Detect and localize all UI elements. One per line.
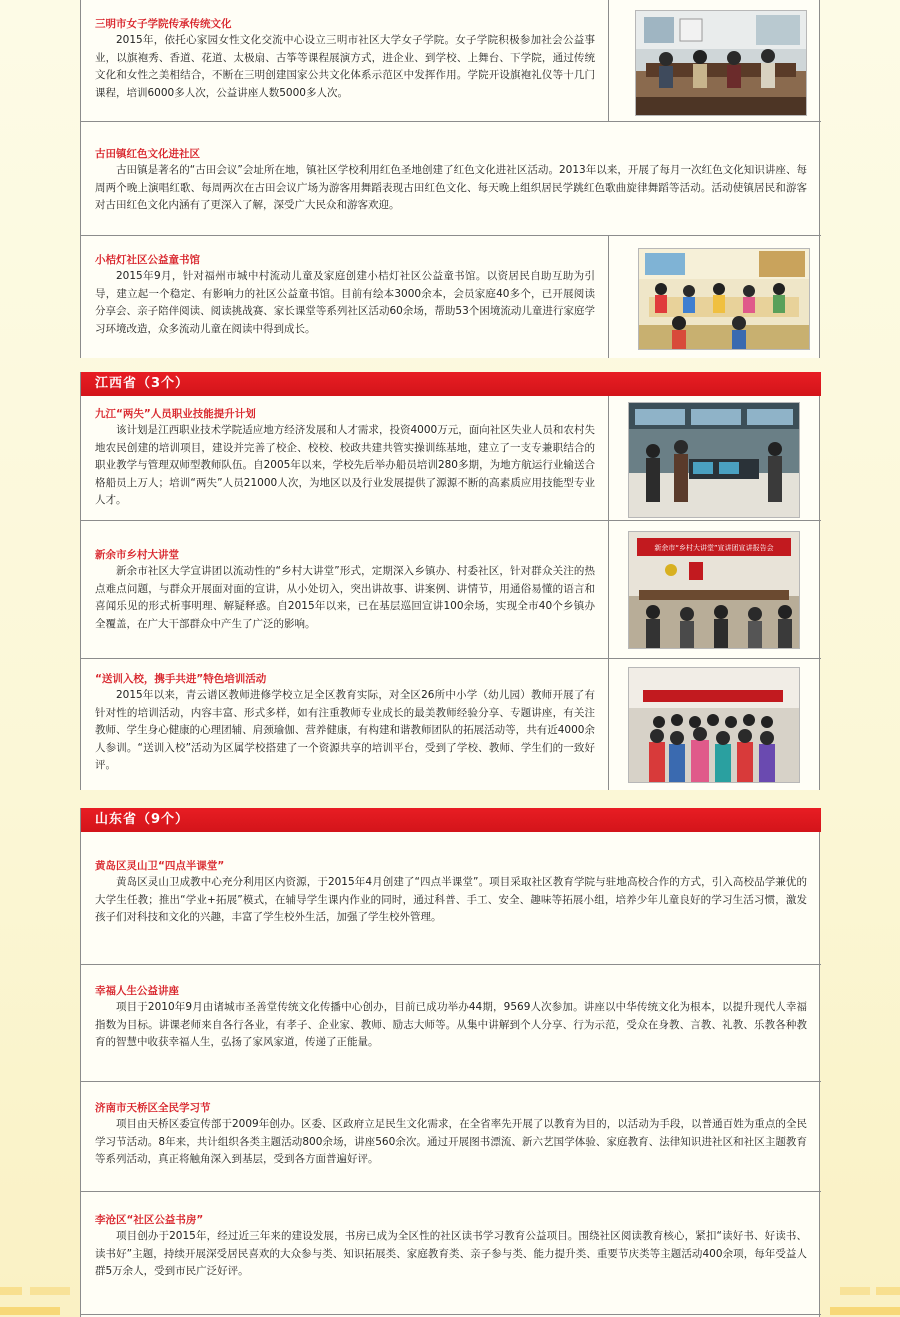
card-xinyu xyxy=(81,521,821,659)
banner-label: 江西省（3个） xyxy=(95,376,190,391)
panel-shandong xyxy=(80,808,820,1317)
card-sanming xyxy=(81,0,821,122)
province-banner-shandong xyxy=(81,808,821,832)
item-description: 项目由天桥区委宣传部于2009年创办。区委、区政府立足民生文化需求，在全省率先开展了以教育为目的，以活动为手段，以普通百姓为重点的全民学习节活动。8年来，共计组织各类主题活动800余场，讲座560余次。通过开展图书漂流、新六艺国学体验、家庭教育、法律知识进社区和社区主题教育等系列活动，真正将触角深入到基层，受到各方面普遍好评。 xyxy=(95,1118,807,1166)
item-description: 黄岛区灵山卫成教中心充分利用区内资源，于2015年4月创建了“四点半课堂”。项目采取社区教育学院与驻地高校合作的方式，引入高校品学兼优的大学生任教；推出“学业+拓展”模式，在辅导学生课内作业的同时，通过科普、手工、安全、趣味等拓展小组，培养少年儿童良好的学习生活习惯，激发孩子们对科技和文化的兴趣，丰富了学生校外生活，加强了学生校外管理。 xyxy=(95,876,807,924)
item-title: 幸福人生公益讲座 xyxy=(95,985,179,997)
card-xingfu xyxy=(81,965,821,1082)
item-title: 九江“两失”人员职业技能提升计划 xyxy=(95,408,256,420)
lecture-hall-photo xyxy=(628,531,800,649)
item-title: 济南市天桥区全民学习节 xyxy=(95,1102,211,1114)
training-group-photo xyxy=(628,667,800,783)
banner-text: 新余市“乡村大讲堂”宣讲团宣讲报告会 xyxy=(654,544,774,552)
panel-jiangxi xyxy=(80,372,820,790)
item-description: 项目于2010年9月由诸城市圣善堂传统文化传播中心创办，目前已成功举办44期，9569人次参加。讲座以中华传统文化为根本，以提升现代人幸福指数为目标。讲课老师来自各行各业，有孝子、企业家、教师、励志大师等。从集中讲解到个人分享、行为示范，受众在身教、言教、礼教、乐教各种教育的智慧中收获幸福人生，弘扬了家风家道，传递了正能量。 xyxy=(95,1001,807,1049)
item-description: 2015年以来，青云谱区教师进修学校立足全区教育实际，对全区26所中小学（幼儿园）教师开展了有针对性的培训活动，内容丰富、形式多样，如有注重教师专业成长的最美教师经验分享、专题讲座，有关注教师、学生身心健康的心理团辅、肩颈瑜伽、营养健康，有构建和谐教师团队的拓展活动等，共有近4000余人参训。“送训入校”活动为区属学校搭建了一个资源共享的培训平台，受到了学校、教师、学生们的一致好评。 xyxy=(95,689,595,772)
item-title: 黄岛区灵山卫“四点半课堂” xyxy=(95,860,225,872)
item-description: 项目创办于2015年，经过近三年来的建设发展，书房已成为全区性的社区读书学习教育公益项目。围绕社区阅读教育核心，紧扣“读好书、好读书、读书好”主题，持续开展深受居民喜欢的大众参与类、知识拓展类、家庭教育类、亲子参与类、能力提升类、重要节庆类等主题活动400余项，每年受益人群5万余人，受到市民广泛好评。 xyxy=(95,1230,807,1278)
card-divider xyxy=(608,396,609,520)
item-title: 三明市女子学院传承传统文化 xyxy=(95,18,232,30)
card-divider xyxy=(608,521,609,658)
card-divider xyxy=(608,236,609,358)
page xyxy=(80,0,820,1317)
item-title: 古田镇红色文化进社区 xyxy=(95,148,200,160)
item-description: 2015年，依托心家园女性文化交流中心设立三明市社区大学女子学院。女子学院积极参加社会公益事业，以旗袍秀、香道、花道、太极扇、古筝等课程展演方式，进企业、到学校、上舞台、下学院，通过传统文化和女性之美相结合，不断在三明创建国家公共文化体系示范区中发挥作用。学院开设旗袍礼仪等十几门课程，培训6000多人次，公益讲座人数5000多人次。 xyxy=(95,34,595,99)
province-banner-jiangxi xyxy=(81,372,821,396)
card-huangdao xyxy=(81,832,821,965)
card-licang xyxy=(81,1192,821,1315)
ship-simulator-photo xyxy=(628,402,800,518)
card-gutian xyxy=(81,122,821,236)
card-tianqiao xyxy=(81,1082,821,1192)
item-title: 新余市乡村大讲堂 xyxy=(95,549,179,561)
item-description: 2015年9月，针对福州市城中村流动儿童及家庭创建小桔灯社区公益童书馆。以资居民自助互助为引导，建立起一个稳定、有影响力的社区公益童书馆。目前有绘本3000余本，会员家庭40多个，已开展阅读分享会、亲子陪伴阅读、阅读挑战赛、家长课堂等系列社区活动60余场，帮助53个困境流动儿童进行家庭学习环境改造，众多流动儿童在阅读中得到成长。 xyxy=(95,270,595,335)
item-title: 李沧区“社区公益书房” xyxy=(95,1214,204,1226)
card-divider xyxy=(608,659,609,790)
banner-label: 山东省（9个） xyxy=(95,812,190,827)
item-description: 新余市社区大学宣讲团以流动性的“乡村大讲堂”形式，定期深入乡镇办、村委社区，针对群众关注的热点难点问题，与群众开展面对面的宣讲，从小处切入，突出讲故事、讲案例、讲情节，用通俗易懂的语言和喜闻乐见的形式析事明理、解疑释惑。自2015年以来，已在基层巡回宣讲100余场，实现全市40个乡镇办全覆盖，在广大干部群众中产生了广泛的影响。 xyxy=(95,565,595,630)
item-description: 该计划是江西职业技术学院适应地方经济发展和人才需求，投资4000万元，面向社区失业人员和农村失地农民创建的培训项目，建设并完善了校企、校校、校政共建共管实操训练基地，建立了一支专兼职结合的职业教学与管理双师型教师队伍。自2005年以来，学校先后举办船员培训280多期，为地方航运行业输送合格船员上万人；培训“两失”人员21000人次，为地区以及行业发展提供了源源不断的高素质应用技能型专业人才。 xyxy=(95,424,595,507)
card-divider xyxy=(608,0,609,121)
card-jiujiang xyxy=(81,396,821,521)
item-title: 小桔灯社区公益童书馆 xyxy=(95,254,200,266)
item-description: 古田镇是著名的“古田会议”会址所在地，镇社区学校利用红色圣地创建了红色文化进社区活动。2013年以来，开展了每月一次红色文化知识讲座、每周两个晚上演唱红歌、每周两次在古田会议广场为游客用舞蹈表现古田红色文化、每天晚上组织居民学跳红色歌曲旋律舞蹈等活动。活动使镇居民和游客对古田红色文化内涵有了更深入了解，深受广大民众和游客欢迎。 xyxy=(95,164,807,212)
panel-fujian xyxy=(80,0,820,358)
classroom-photo xyxy=(635,10,807,116)
children-reading-photo xyxy=(638,248,810,350)
card-qingyunpu xyxy=(81,659,821,790)
item-title: “送训入校，携手共进”特色培训活动 xyxy=(95,673,267,685)
card-xiaojudeng xyxy=(81,236,821,358)
